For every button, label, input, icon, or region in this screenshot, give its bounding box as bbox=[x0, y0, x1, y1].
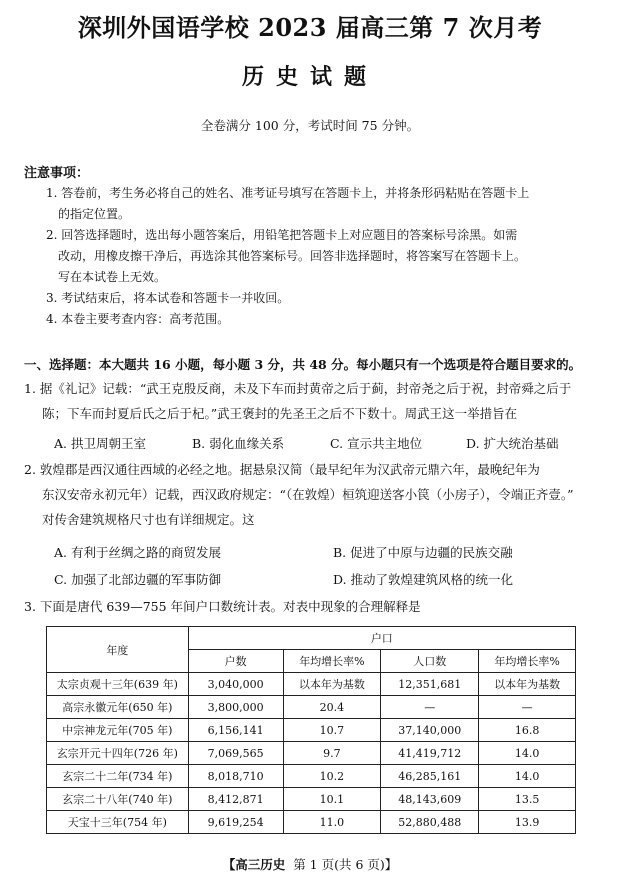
table-cell: 高宗永徽元年(650 年) bbox=[47, 696, 189, 719]
table-cell: 8,412,871 bbox=[188, 788, 283, 811]
table-header: 户数 bbox=[188, 650, 283, 673]
notice-list bbox=[46, 183, 594, 330]
exam-subject: 历史试题 bbox=[241, 64, 378, 90]
question-3 bbox=[24, 594, 600, 619]
notice-item: 的指定位置。 bbox=[58, 207, 131, 221]
table-cell: 14.0 bbox=[479, 742, 576, 765]
table-row bbox=[47, 788, 576, 811]
table-cell: 13.9 bbox=[479, 811, 576, 834]
population-table bbox=[46, 626, 576, 834]
page-footer bbox=[0, 855, 620, 873]
table-cell: 玄宗开元十四年(726 年) bbox=[47, 742, 189, 765]
table-header-group: 户口 bbox=[188, 627, 575, 650]
table-cell: 48,143,609 bbox=[381, 788, 479, 811]
table-cell: 6,156,141 bbox=[188, 719, 283, 742]
table-cell: 3,040,000 bbox=[188, 673, 283, 696]
table-row bbox=[47, 765, 576, 788]
question-text: 1. 据《礼记》记载：“武王克殷反商，未及下车而封黄帝之后于蓟，封帝尧之后于祝，封帝舜之后于 bbox=[24, 381, 572, 396]
table-row bbox=[47, 811, 576, 834]
question-text: 2. 敦煌郡是西汉通往西域的必经之地。据悬泉汉简（最早纪年为汉武帝元鼎六年，最晚纪年为 bbox=[24, 462, 540, 477]
notice-item: 写在本试卷上无效。 bbox=[58, 270, 167, 284]
question-text: 东汉安帝永初元年）记载，西汉政府规定：“（在敦煌）桓筑迎送客小笢（小房子），令端正齐壹。” bbox=[42, 487, 574, 502]
table-cell: 37,140,000 bbox=[381, 719, 479, 742]
section-heading: 一、选择题：本大题共 16 小题，每小题 3 分，共 48 分。每小题只有一个选项是符合题目要求的。 bbox=[24, 357, 582, 372]
question-text: 3. 下面是唐代 639—755 年间户口数统计表。对表中现象的合理解释是 bbox=[24, 599, 421, 614]
table-row bbox=[47, 673, 576, 696]
table-cell: 13.5 bbox=[479, 788, 576, 811]
exam-meta: 全卷满分 100 分，考试时间 75 分钟。 bbox=[200, 118, 420, 133]
table-cell: 9.7 bbox=[283, 742, 381, 765]
table-header: 年均增长率% bbox=[283, 650, 381, 673]
table-row bbox=[47, 696, 576, 719]
table-cell: 41,419,712 bbox=[381, 742, 479, 765]
table-cell: 玄宗二十二年(734 年) bbox=[47, 765, 189, 788]
table-cell: 10.7 bbox=[283, 719, 381, 742]
exam-title: 深圳外国语学校 2023 届高三第 7 次月考 bbox=[77, 13, 543, 42]
question-1-options bbox=[54, 434, 594, 452]
table-cell: — bbox=[381, 696, 479, 719]
table-cell: 太宗贞观十三年(639 年) bbox=[47, 673, 189, 696]
option-a: A. 有利于丝绸之路的商贸发展 bbox=[54, 545, 221, 560]
option-c: C. 加强了北部边疆的军事防御 bbox=[54, 572, 222, 587]
option-d: D. 扩大统治基础 bbox=[466, 436, 559, 451]
table-cell: 10.2 bbox=[283, 765, 381, 788]
table-cell: 以本年为基数 bbox=[479, 673, 576, 696]
table-cell: 8,018,710 bbox=[188, 765, 283, 788]
table-cell: 20.4 bbox=[283, 696, 381, 719]
question-2 bbox=[24, 457, 600, 532]
table-cell: 52,880,488 bbox=[381, 811, 479, 834]
option-d: D. 推动了敦煌建筑风格的统一化 bbox=[333, 572, 514, 587]
table-cell: 9,619,254 bbox=[188, 811, 283, 834]
table-header: 年均增长率% bbox=[479, 650, 576, 673]
option-b: B. 弱化血缘关系 bbox=[192, 436, 285, 451]
notice-item: 2. 回答选择题时，选出每小题答案后，用铅笔把答题卡上对应题目的答案标号涂黑。如需 bbox=[46, 228, 518, 242]
table-cell: 14.0 bbox=[479, 765, 576, 788]
option-a: A. 拱卫周朝王室 bbox=[54, 436, 146, 451]
table-cell: 中宗神龙元年(705 年) bbox=[47, 719, 189, 742]
table-cell: 16.8 bbox=[479, 719, 576, 742]
notice-item: 改动，用橡皮擦干净后，再选涂其他答案标号。回答非选择题时，将答案写在答题卡上。 bbox=[58, 249, 527, 263]
question-text: 对传舍建筑规格尺寸也有详细规定。这 bbox=[42, 512, 255, 527]
notice-item: 1. 答卷前，考生务必将自己的姓名、准考证号填写在答题卡上，并将条形码粘贴在答题卡上 bbox=[46, 186, 530, 200]
option-c: C. 宣示共主地位 bbox=[330, 436, 423, 451]
notice-heading: 注意事项： bbox=[24, 166, 90, 181]
table-cell: 10.1 bbox=[283, 788, 381, 811]
notice-item: 3. 考试结束后，将本试卷和答题卡一并收回。 bbox=[46, 291, 290, 305]
footer-page: 第 1 页(共 6 页)】 bbox=[293, 857, 398, 872]
table-cell: 天宝十三年(754 年) bbox=[47, 811, 189, 834]
table-cell: 46,285,161 bbox=[381, 765, 479, 788]
table-cell: 7,069,565 bbox=[188, 742, 283, 765]
table-header: 人口数 bbox=[381, 650, 479, 673]
table-row bbox=[47, 719, 576, 742]
footer-subject: 【高三历史 bbox=[222, 857, 286, 872]
table-cell: 以本年为基数 bbox=[283, 673, 381, 696]
question-1 bbox=[24, 376, 600, 426]
notice-item: 4. 本卷主要考查内容：高考范围。 bbox=[46, 312, 230, 326]
table-cell: 玄宗二十八年(740 年) bbox=[47, 788, 189, 811]
table-cell: — bbox=[479, 696, 576, 719]
table-header-year: 年度 bbox=[47, 627, 189, 673]
table-cell: 11.0 bbox=[283, 811, 381, 834]
table-cell: 12,351,681 bbox=[381, 673, 479, 696]
table-cell: 3,800,000 bbox=[188, 696, 283, 719]
table-row bbox=[47, 742, 576, 765]
option-b: B. 促进了中原与边疆的民族交融 bbox=[333, 545, 513, 560]
question-text: 陈；下车而封夏后氏之后于杞。”武王褒封的先圣王之后不下数十。周武王这一举措旨在 bbox=[42, 406, 518, 421]
